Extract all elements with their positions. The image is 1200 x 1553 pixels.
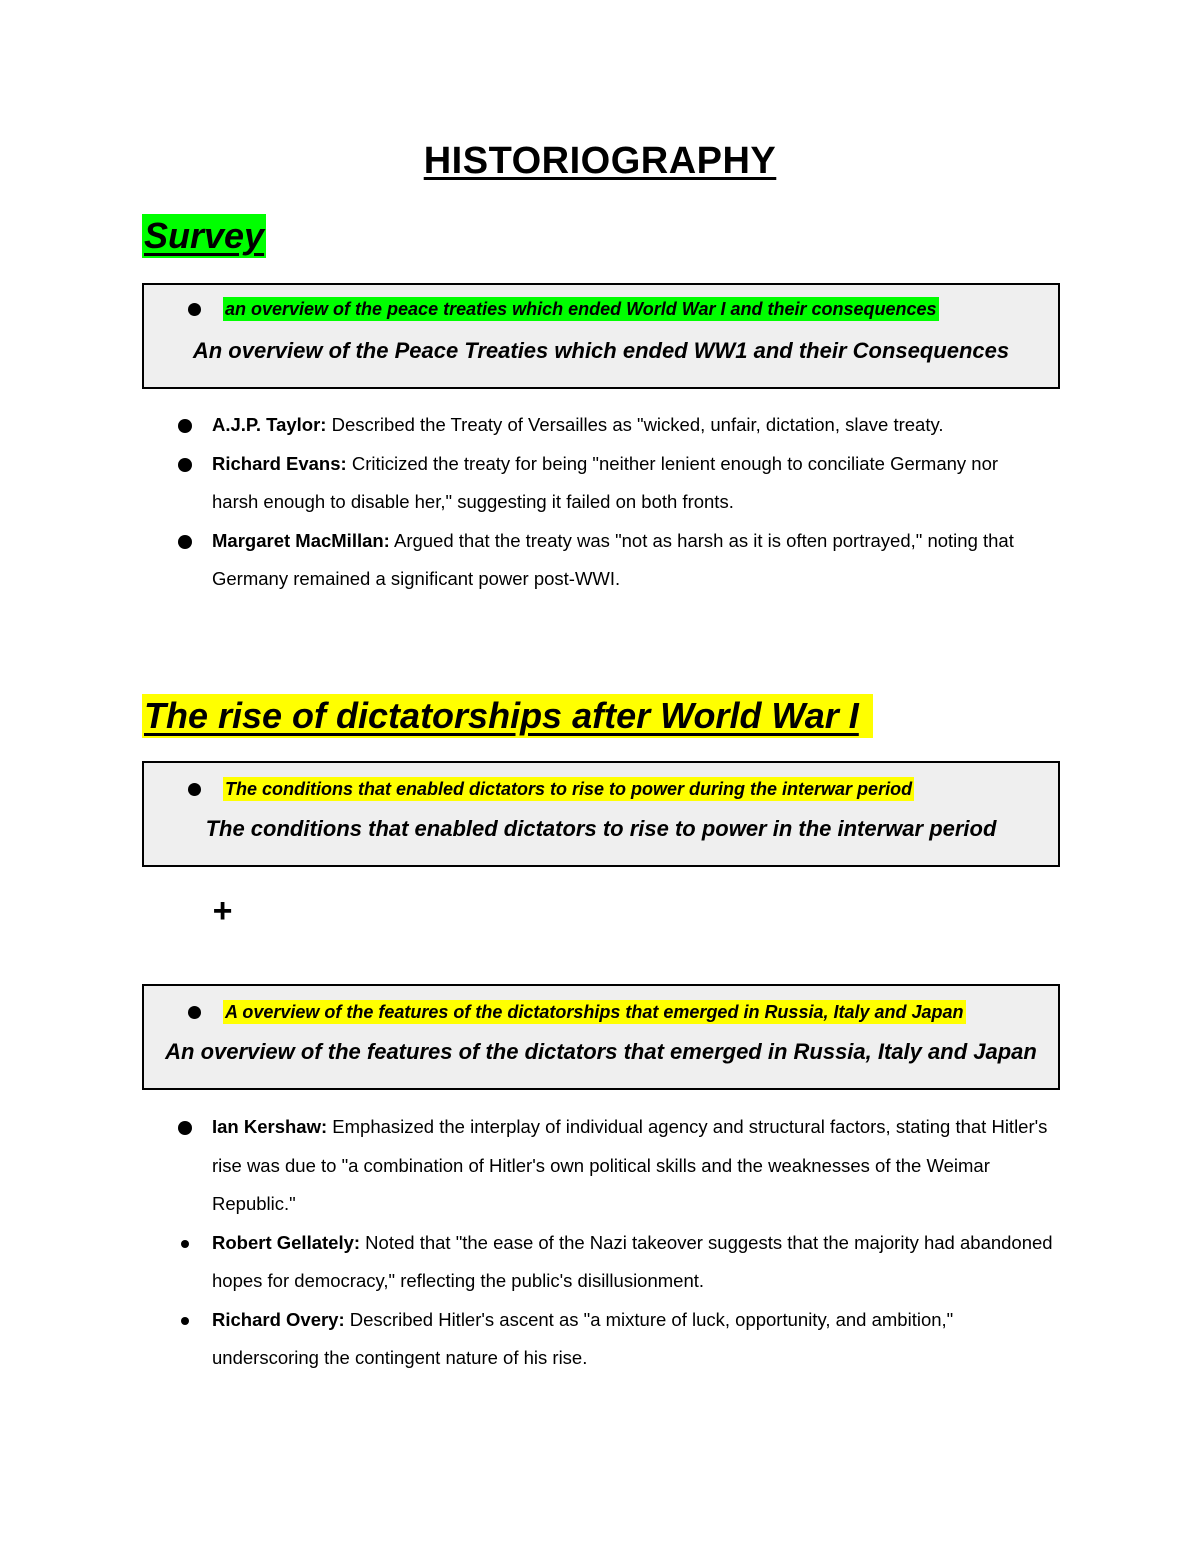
survey-summary-box: [142, 283, 1060, 389]
historian-view: Noted that "the ease of the Nazi takeover suggests that the majority had abandoned hopes for democracy," reflecting the public's disillusionment.: [212, 1231, 1053, 1291]
historian-name: Ian Kershaw:: [212, 1116, 328, 1137]
bullet-icon: [178, 535, 192, 549]
dictatorships-heading: The rise of dictatorships after World War I: [142, 694, 873, 738]
list-item: [176, 445, 1076, 522]
historian-view: Described the Treaty of Versailles as "wicked, unfair, dictation, slave treaty.: [326, 414, 944, 435]
features-box-main-text: An overview of the features of the dictators that emerged in Russia, Italy and Japan: [165, 1039, 1037, 1064]
conditions-box-bullet-text: The conditions that enabled dictators to rise to power during the interwar period: [225, 779, 913, 799]
list-item: [176, 522, 1076, 599]
plus-sign: +: [212, 892, 232, 930]
survey-box-main-text: An overview of the Peace Treaties which ended WW1 and their Consequences: [192, 338, 1010, 363]
dictatorships-conditions-box: [142, 761, 1060, 867]
historian-view: Criticized the treaty for being "neither lenient enough to conciliate Germany nor harsh enough to disable her," suggesting it failed on both fronts.: [212, 452, 999, 512]
list-item: [176, 406, 1076, 445]
survey-box-bullet: [188, 297, 939, 321]
historian-view: Argued that the treaty was "not as harsh as it is often portrayed," noting that Germany remained a significant power post-WWI.: [212, 529, 1014, 589]
bullet-icon: [188, 303, 201, 316]
bullet-icon: [188, 1006, 201, 1019]
conditions-box-bullet: [188, 777, 914, 801]
historian-view: Described Hitler's ascent as "a mixture of luck, opportunity, and ambition," underscoring the contingent nature of his rise.: [212, 1308, 954, 1368]
historian-name: Margaret MacMillan:: [212, 529, 390, 551]
list-item: [176, 1301, 1076, 1378]
historian-name: Robert Gellately:: [212, 1231, 361, 1253]
bullet-icon: [178, 458, 192, 472]
conditions-box-main-text: The conditions that enabled dictators to rise to power in the interwar period: [205, 816, 997, 841]
list-item: [176, 1108, 1076, 1224]
bullet-icon: [181, 1240, 189, 1248]
survey-heading: Survey: [144, 215, 265, 256]
dictatorships-historians-list: [176, 1108, 1076, 1378]
features-box-bullet-text: A overview of the features of the dictatorships that emerged in Russia, Italy and Japan: [225, 1002, 964, 1022]
survey-historians-list: [176, 406, 1076, 599]
historian-name: A.J.P. Taylor:: [212, 414, 327, 435]
document-title: HISTORIOGRAPHY: [423, 140, 777, 182]
bullet-icon: [188, 783, 201, 796]
features-box-bullet: [188, 1000, 966, 1024]
bullet-icon: [181, 1317, 189, 1325]
historian-view: Emphasized the interplay of individual agency and structural factors, stating that Hitler's rise was due to "a combination of Hitler's own political skills and the weaknesses of the Weimar Republic.": [212, 1116, 1048, 1214]
historian-name: Richard Evans:: [212, 452, 347, 474]
historian-name: Richard Overy:: [212, 1308, 345, 1330]
bullet-icon: [178, 419, 192, 433]
survey-box-bullet-text: an overview of the peace treaties which ended World War I and their consequences: [225, 299, 937, 319]
bullet-icon: [178, 1121, 192, 1135]
list-item: [176, 1224, 1076, 1301]
dictatorships-features-box: [142, 984, 1060, 1090]
